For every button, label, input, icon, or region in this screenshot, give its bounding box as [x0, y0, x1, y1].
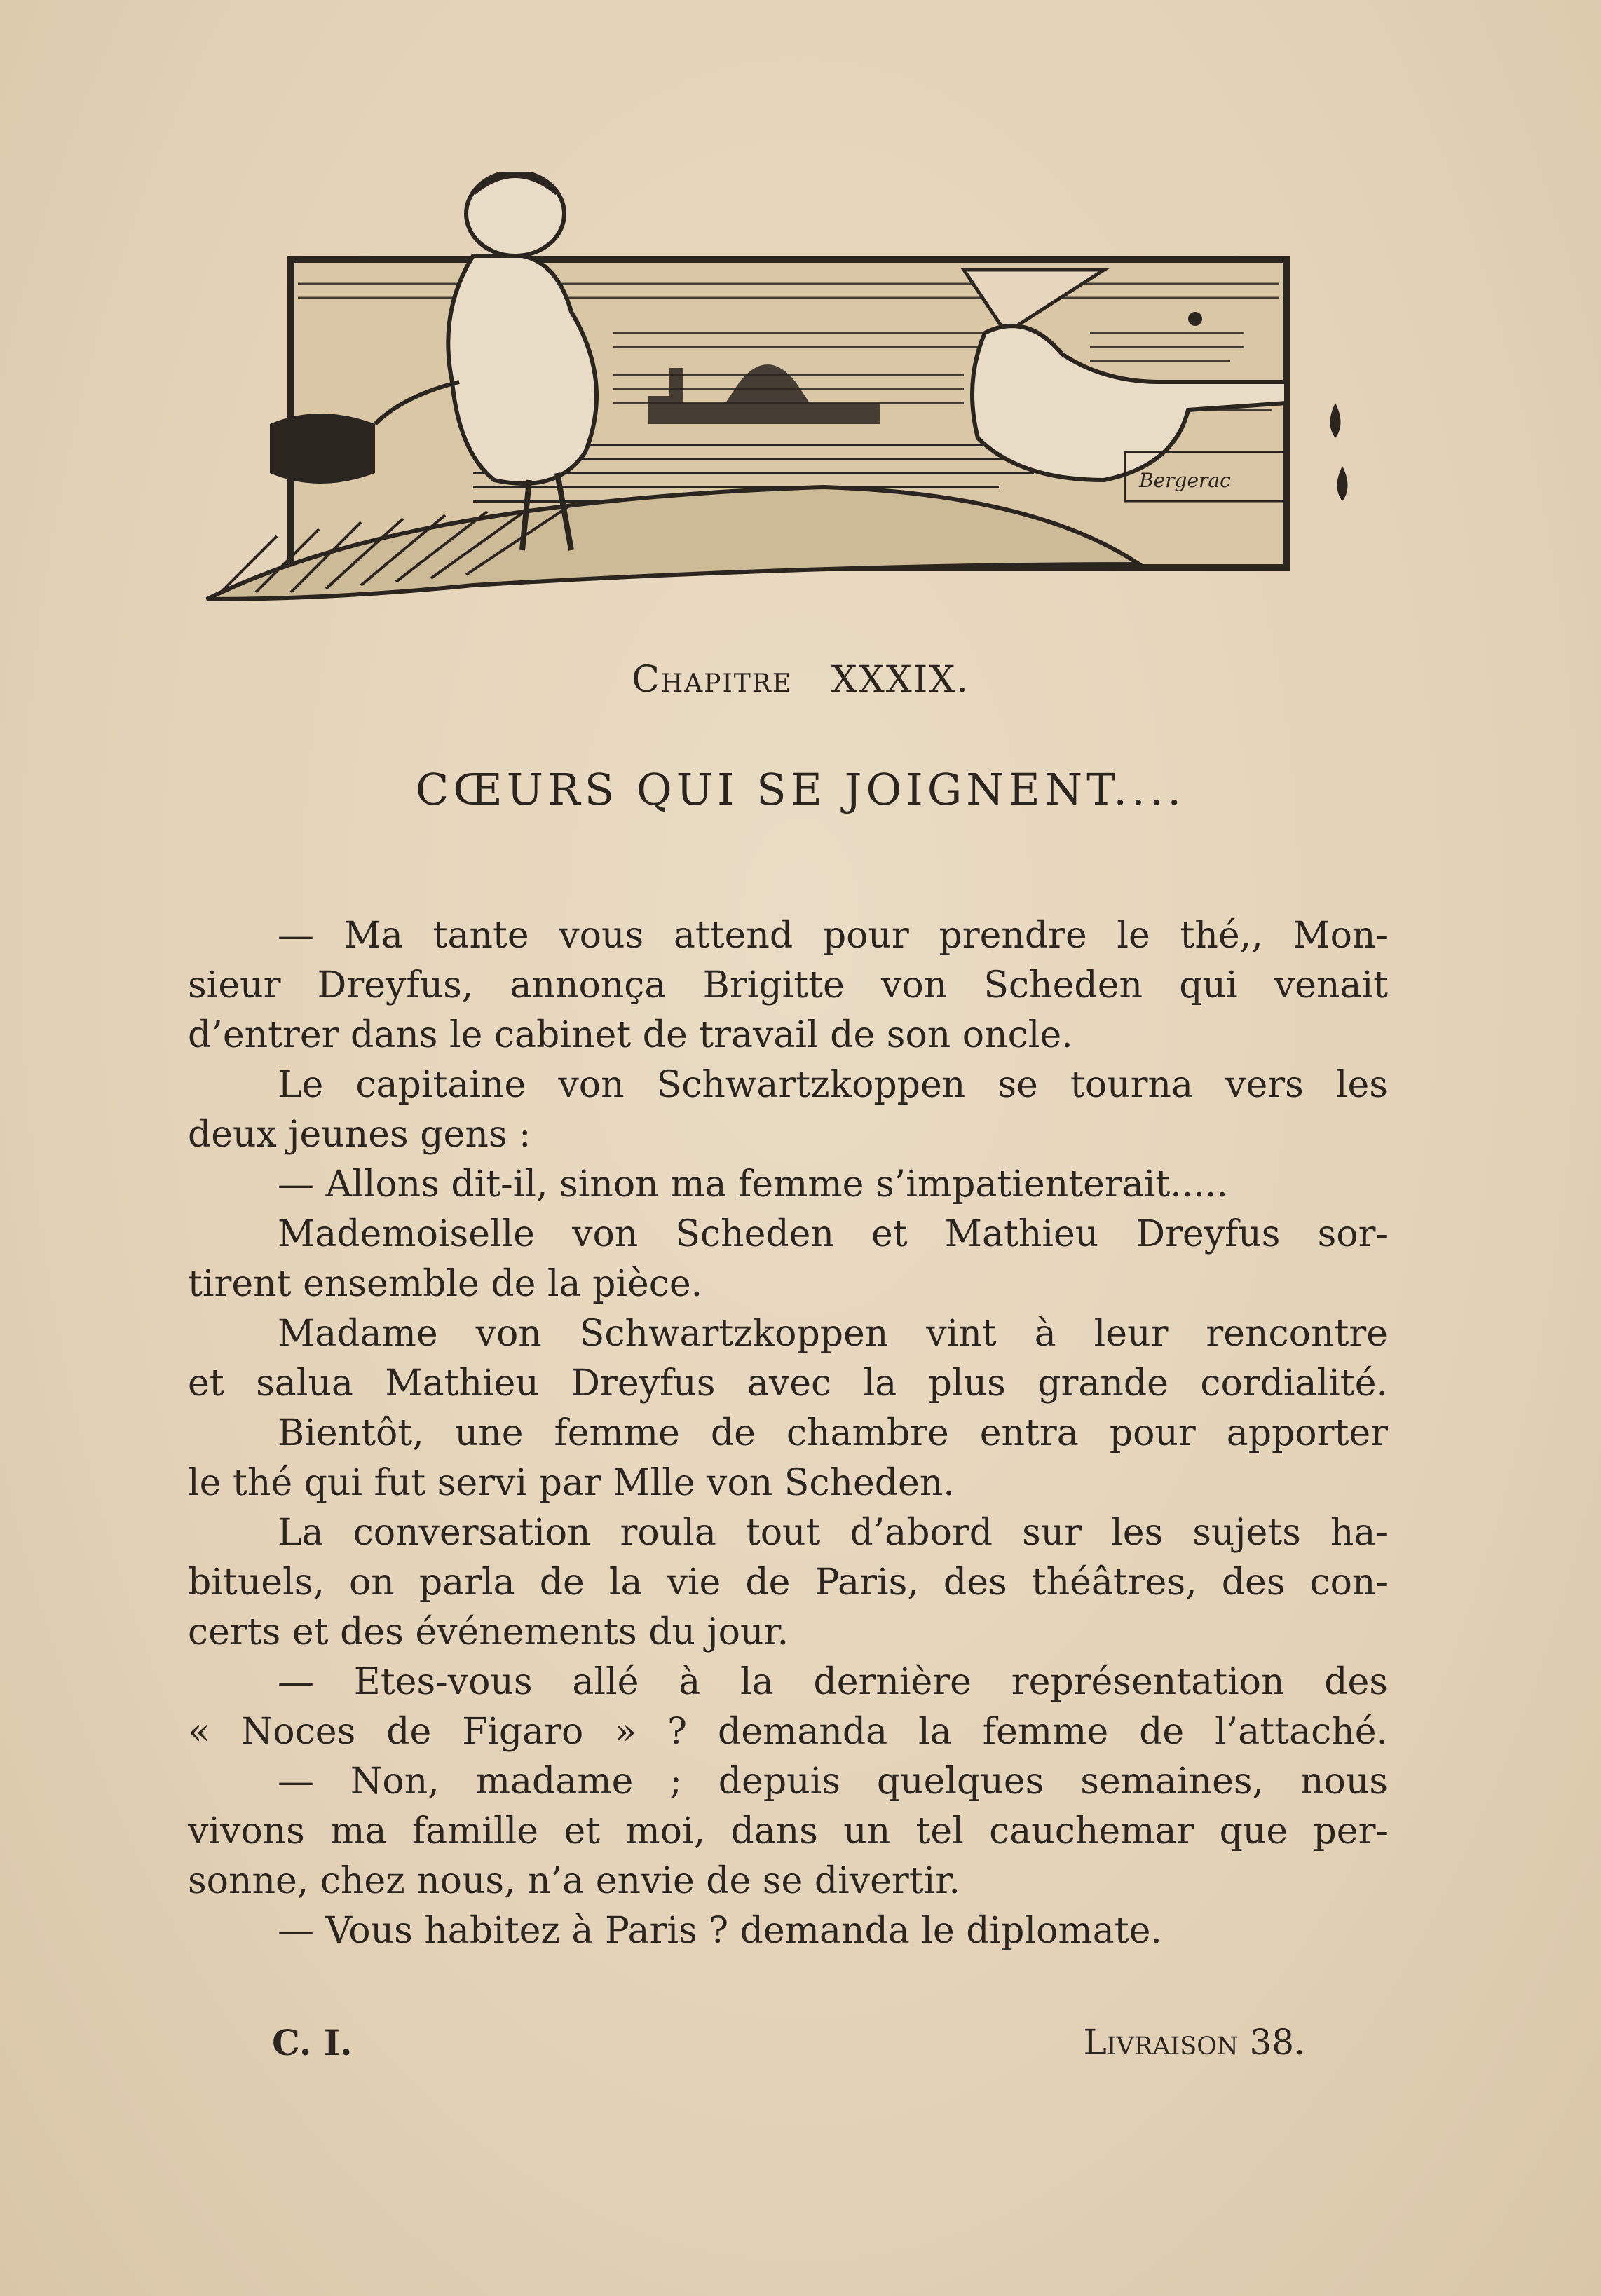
text-line: Bientôt, une femme de chambre entra pour apporter	[278, 1412, 1388, 1454]
text-line: La conversation roula tout d’abord sur les sujets ha-	[278, 1512, 1388, 1554]
text-line: — Ma tante vous attend pour prendre le thé,, Mon-	[278, 915, 1388, 957]
footer-signature-mark: C. I.	[272, 2022, 353, 2063]
text-line: et salua Mathieu Dreyfus avec la plus grande cordialité.	[188, 1362, 1388, 1405]
text-line: Mademoiselle von Scheden et Mathieu Dreyfus sor-	[278, 1213, 1388, 1255]
footer-issue-number: Livraison 38.	[1083, 2022, 1305, 2063]
vignette-signature: Bergerac	[1139, 469, 1231, 492]
text-line: bituels, on parla de la vie de Paris, des théâtres, des con-	[188, 1562, 1388, 1604]
text-line: Madame von Schwartzkoppen vint à leur rencontre	[278, 1313, 1388, 1355]
body-text	[188, 911, 1388, 1956]
text-line: deux jeunes gens :	[188, 1114, 531, 1156]
text-line: certs et des événements du jour.	[188, 1611, 789, 1653]
text-line: — Allons dit-il, sinon ma femme s’impatienterait.....	[278, 1163, 1228, 1205]
text-line: sonne, chez nous, n’a envie de se divertir.	[188, 1860, 960, 1902]
text-line: d’entrer dans le cabinet de travail de son oncle.	[188, 1014, 1073, 1056]
text-line: sieur Dreyfus, annonça Brigitte von Scheden qui venait	[188, 964, 1388, 1006]
chapter-number: XXXIX.	[831, 659, 969, 701]
text-line: tirent ensemble de la pièce.	[188, 1263, 703, 1305]
text-line: le thé qui fut servi par Mlle von Scheden.	[188, 1462, 955, 1504]
text-line: « Noces de Figaro » ? demanda la femme de l’attaché.	[188, 1711, 1388, 1753]
chapter-title: CŒURS QUI SE JOIGNENT....	[415, 764, 1186, 815]
chapter-word: Chapitre	[632, 659, 793, 701]
text-line: — Etes-vous allé à la dernière représentation des	[278, 1661, 1388, 1703]
text-line: Le capitaine von Schwartzkoppen se tourna vers les	[278, 1064, 1388, 1106]
text-line: — Vous habitez à Paris ? demanda le diplomate.	[278, 1910, 1162, 1952]
text-line: vivons ma famille et moi, dans un tel cauchemar que per-	[188, 1810, 1388, 1852]
text-line: — Non, madame ; depuis quelques semaines, nous	[278, 1761, 1388, 1803]
chapter-vignette-illustration	[193, 172, 1370, 620]
chapter-heading	[0, 659, 1601, 701]
